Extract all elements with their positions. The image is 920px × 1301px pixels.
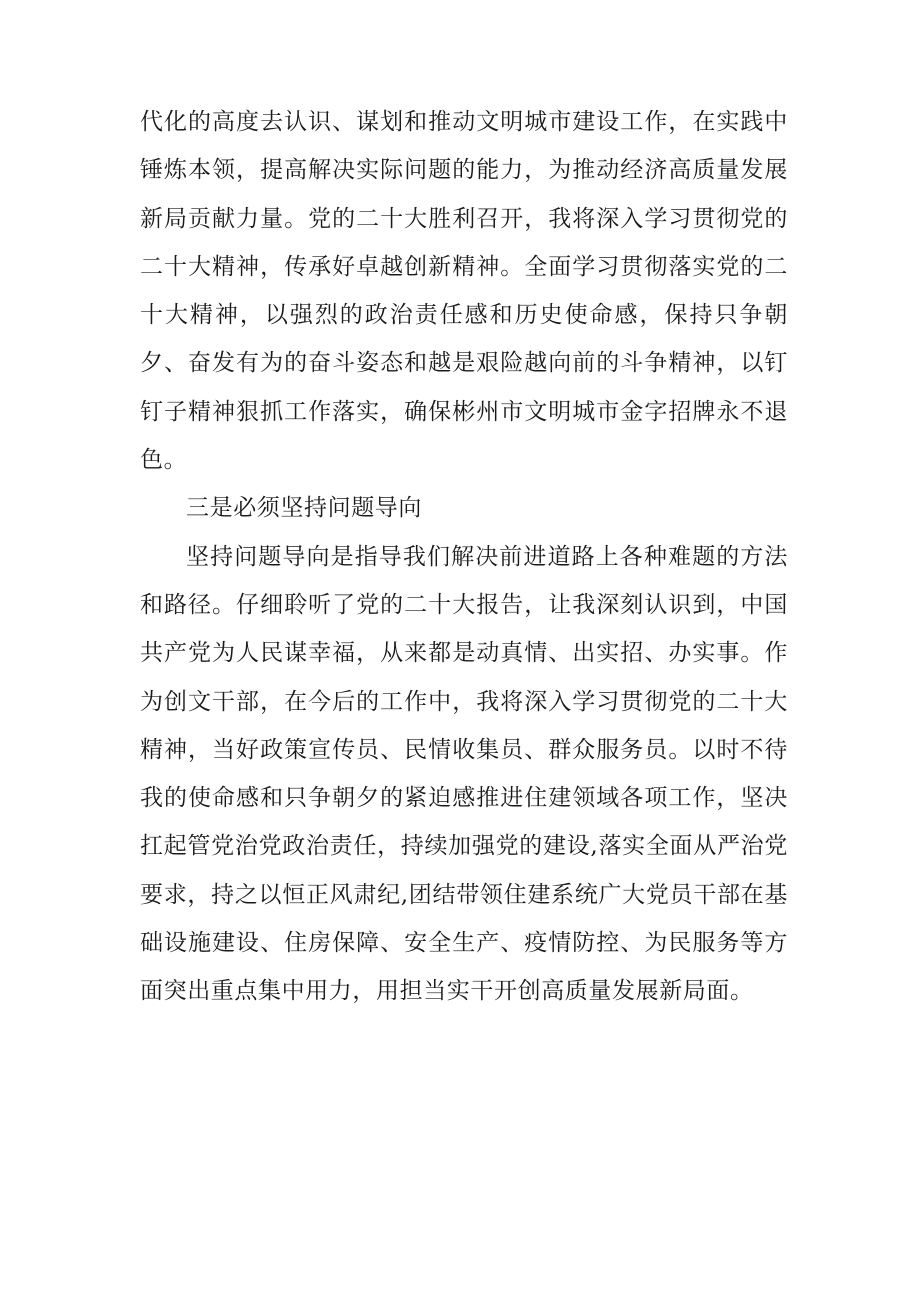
document-body: [140, 98, 788, 1016]
section-heading: 三是必须坚持问题导向: [186, 495, 422, 522]
paragraph-problem-orientation: 坚持问题导向是指导我们解决前进道路上各种难题的方法和路径。仔细聆听了党的二十大报告，让我深刻认识到，中国共产党为人民谋幸福，从来都是动真情、出实招、办实事。作为创文干部，在今后的工作中，我将深入学习贯彻党的二十大精神，当好政策宣传员、民情收集员、群众服务员。以时不待我的使命感和只争朝夕的紧迫感推进住建领域各项工作，坚决扛起管党治党政治责任，持续加强党的建设,落实全面从严治党要求，持之以恒正风肃纪,团结带领住建系统广大党员干部在基础设施建设、住房保障、安全生产、疫情防控、为民服务等方面突出重点集中用力，用担当实干开创高质量发展新局面。: [140, 543, 788, 1005]
paragraph-continuation: 代化的高度去认识、谋划和推动文明城市建设工作，在实践中锤炼本领，提高解决实际问题的能力，为推动经济高质量发展新局贡献力量。党的二十大胜利召开，我将深入学习贯彻党的二十大精神，传承好卓越创新精神。全面学习贯彻落实党的二十大精神，以强烈的政治责任感和历史使命感，保持只争朝夕、奋发有为的奋斗姿态和越是艰险越向前的斗争精神，以钉钉子精神狠抓工作落实，确保彬州市文明城市金字招牌永不退色。: [140, 109, 788, 474]
